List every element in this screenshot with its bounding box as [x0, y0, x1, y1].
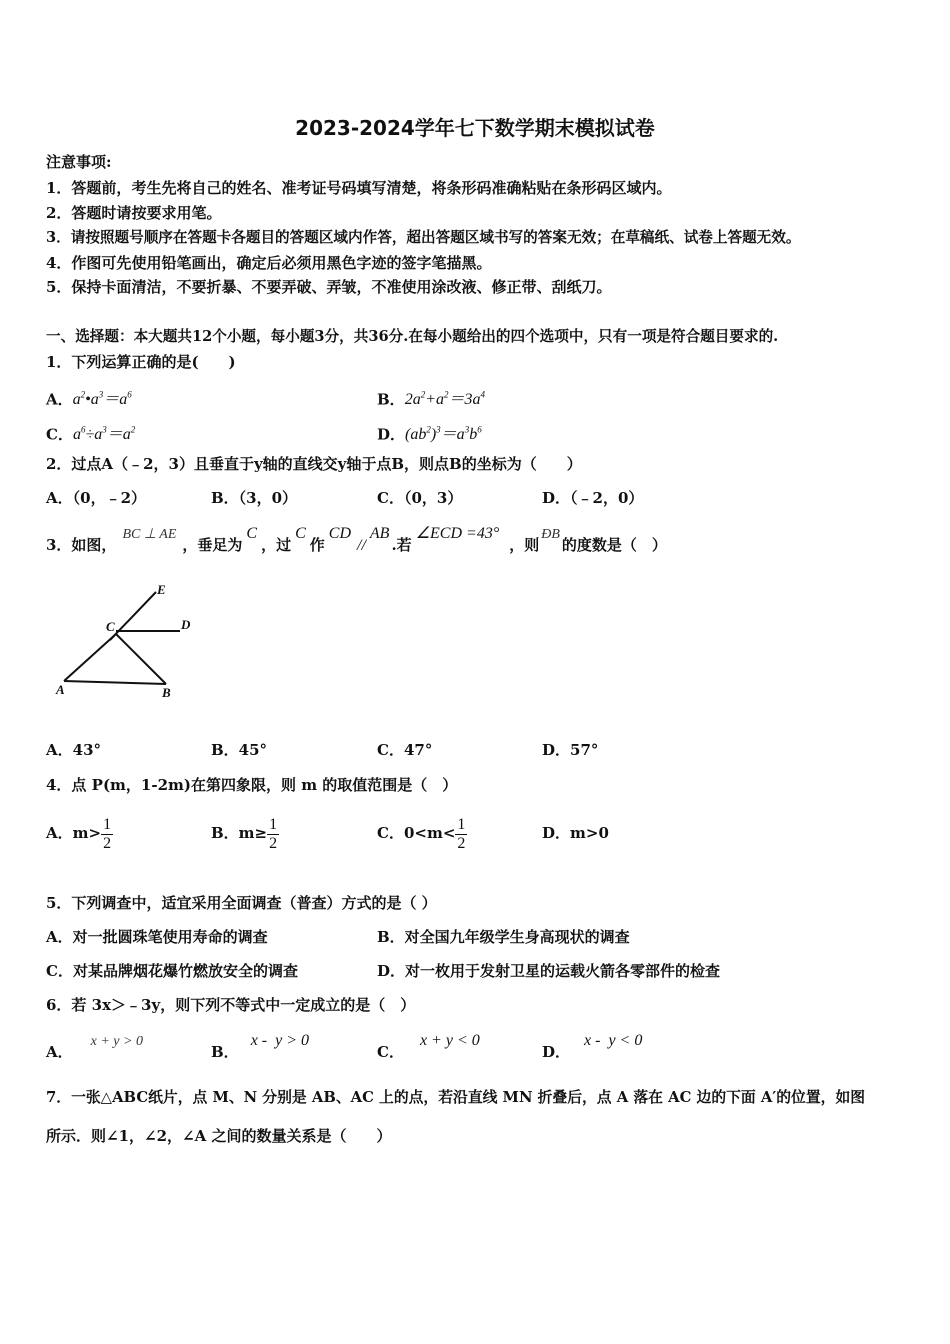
label-e: E: [157, 582, 166, 597]
label-b: B: [162, 685, 171, 698]
q5-option-d: D．对一枚用于发射卫星的运载火箭各零部件的检查: [377, 962, 721, 980]
q1-option-b: B．$2a^2+a^2=3a^4$: [377, 390, 485, 409]
line-ae-ray: [110, 592, 156, 640]
notice-item: 5．保持卡面清洁，不要折暴、不要弄破、弄皱，不准使用涂改液、修正带、刮纸刀。: [46, 278, 612, 296]
question-7-line-2: 所示．则∠1，∠2，∠A 之间的数量关系是（ ）: [46, 1127, 392, 1145]
q5-option-c: C．对某品牌烟花爆竹燃放安全的调查: [46, 962, 298, 980]
q1-option-d: D．$(ab^2)^3=a^3b^6$: [377, 425, 482, 444]
q3-option-a: A．43°: [46, 741, 102, 759]
question-4-stem: 4．点 P(m，1-2m)在第四象限，则 m 的取值范围是（ ）: [46, 776, 458, 794]
q5-option-b: B．对全国九年级学生身高现状的调查: [377, 928, 630, 946]
question-2-stem: 2．过点A（﹣2，3）且垂直于y轴的直线交y轴于点B，则点B的坐标为（ ）: [46, 455, 582, 473]
q3-option-b: B．45°: [211, 741, 268, 759]
notice-item: 2．答题时请按要求用笔。: [46, 204, 222, 222]
notice-heading: 注意事项:: [46, 153, 112, 171]
label-c: C: [106, 619, 115, 634]
label-a: A: [56, 682, 65, 697]
line-ab: [64, 681, 166, 684]
page-title: 2023-2024学年七下数学期末模拟试卷: [295, 116, 655, 140]
q2-option-b: B．（3，0）: [211, 489, 298, 507]
question-7-line-1: 7．一张△ABC纸片，点 M、N 分别是 AB、AC 上的点，若沿直线 MN 折叠后，点 A 落在 AC 边的下面 A′的位置，如图: [46, 1089, 866, 1106]
question-5-stem: 5．下列调查中，适宜采用全面调查（普查）方式的是（ ）: [46, 894, 437, 912]
q4-option-b: B．m≥ $\frac{1}{2}$: [211, 815, 278, 852]
q3-option-d: D．57°: [542, 741, 599, 759]
q6-option-d: D．x - y < 0: [542, 1032, 643, 1061]
line-cb: [116, 634, 166, 684]
q1-option-c: C．$a^6\div a^3=a^2$: [46, 425, 136, 444]
notice-item: 3．请按照题号顺序在答题卡各题目的答题区域内作答，超出答题区域书写的答案无效；在草稿纸、试卷上答题无效。: [46, 229, 801, 246]
q4-option-c: C．0<m< $\frac{1}{2}$: [377, 815, 466, 852]
q3-option-c: C．47°: [377, 741, 433, 759]
q2-option-c: C．（0，3）: [377, 489, 463, 507]
label-d: D: [181, 617, 191, 632]
q1-option-a: A．$a^2•a^3=a^6$: [46, 390, 132, 409]
section-heading: 一、选择题：本大题共12个小题，每小题3分，共36分.在每小题给出的四个选项中，只有一项是符合题目要求的.: [46, 328, 779, 345]
notice-item: 1．答题前，考生先将自己的姓名、准考证号码填写清楚，将条形码准确粘贴在条形码区域内。: [46, 179, 672, 197]
line-ac: [64, 634, 116, 681]
q2-option-a: A．（0，﹣2）: [46, 489, 147, 507]
q4-option-d: D．m>0: [542, 824, 609, 842]
notice-item: 4．作图可先使用铅笔画出，确定后必须用黑色字迹的签字笔描黑。: [46, 254, 492, 272]
q2-option-d: D．（﹣2，0）: [542, 489, 644, 507]
q3-figure: [50, 578, 210, 698]
question-3-stem: 3．如图，BC ⊥ AE，垂足为C，过C作CD//AB.若∠ECD =43°，则ÐB的度数是（ ）: [46, 525, 667, 554]
question-6-stem: 6．若 3x＞﹣3y，则下列不等式中一定成立的是（ ）: [46, 996, 416, 1014]
q6-option-b: B．x - y > 0: [211, 1032, 310, 1061]
question-1-stem: 1．下列运算正确的是( ): [46, 353, 236, 371]
q5-option-a: A．对一批圆珠笔使用寿命的调查: [46, 928, 268, 946]
q4-option-a: A．m> $\frac{1}{2}$: [46, 815, 112, 852]
q6-option-a: A．x + y > 0: [46, 1034, 143, 1061]
q6-option-c: C．x + y < 0: [377, 1032, 480, 1061]
